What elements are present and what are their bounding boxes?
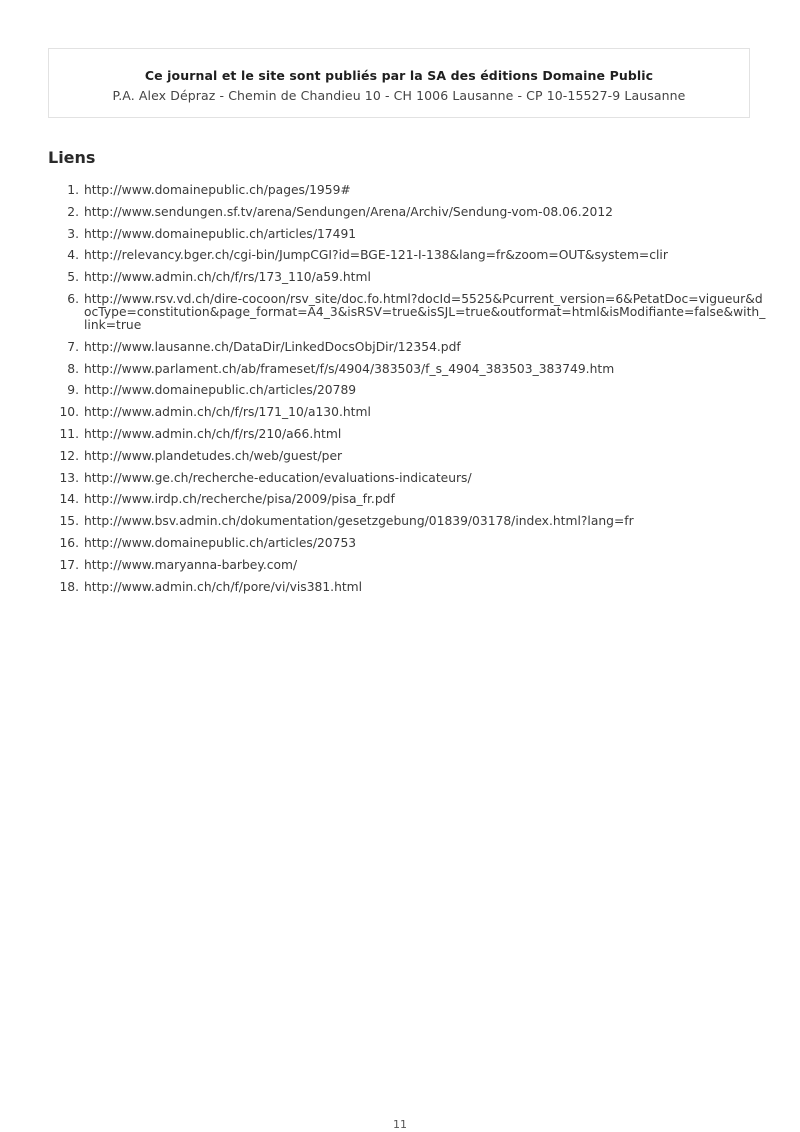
link-number: 7. xyxy=(67,339,79,354)
page-number: 11 xyxy=(393,1118,407,1131)
link-number: 18. xyxy=(59,579,79,594)
link-number: 5. xyxy=(67,270,79,285)
link-number: 3. xyxy=(67,226,79,241)
publisher-name: Ce journal et le site sont publiés par la SA des éditions Domaine Public xyxy=(144,68,654,83)
link-url[interactable]: http://www.rsv.vd.ch/dire-cocoon/rsv_site/doc.fo.html?docId=5525&Pcurrent_version=6&PetatDoc=vigueur&docType=constitution&page_format=A4_3&isRSV=true&isSJL=true&outformat=html&isModifiante=false&with_link=true xyxy=(84,291,766,332)
link-url[interactable]: http://www.plandetudes.ch/web/guest/per xyxy=(84,448,343,463)
link-number: 10. xyxy=(59,405,79,420)
link-item xyxy=(48,293,768,332)
link-item xyxy=(48,384,768,397)
link-url[interactable]: http://www.irdp.ch/recherche/pisa/2009/pisa_fr.pdf xyxy=(84,492,395,507)
link-url[interactable]: http://www.maryanna-barbey.com/ xyxy=(84,557,298,572)
link-url[interactable]: http://www.domainepublic.ch/articles/20789 xyxy=(84,383,357,398)
link-item xyxy=(48,406,768,419)
link-item xyxy=(48,559,768,572)
link-number: 6. xyxy=(67,291,79,306)
link-url[interactable]: http://www.parlament.ch/ab/frameset/f/s/4904/383503/f_s_4904_383503_383749.htm xyxy=(84,361,615,376)
link-item xyxy=(48,537,768,550)
link-number: 12. xyxy=(59,448,79,463)
link-url[interactable]: http://www.admin.ch/ch/f/rs/210/a66.html xyxy=(84,426,342,441)
link-item xyxy=(48,493,768,506)
link-url[interactable]: http://relevancy.bger.ch/cgi-bin/JumpCGI?id=BGE-121-I-138&lang=fr&zoom=OUT&system=clir xyxy=(84,248,668,263)
link-number: 2. xyxy=(67,204,79,219)
link-item xyxy=(48,271,768,284)
link-item xyxy=(48,341,768,354)
link-url[interactable]: http://www.sendungen.sf.tv/arena/Sendungen/Arena/Archiv/Sendung-vom-08.06.2012 xyxy=(84,204,613,219)
link-number: 14. xyxy=(59,492,79,507)
link-item xyxy=(48,249,768,262)
link-url[interactable]: http://www.admin.ch/ch/f/rs/171_10/a130.html xyxy=(84,405,371,420)
link-number: 17. xyxy=(59,557,79,572)
link-item xyxy=(48,228,768,241)
link-url[interactable]: http://www.domainepublic.ch/articles/20753 xyxy=(84,535,357,550)
link-url[interactable]: http://www.ge.ch/recherche-education/evaluations-indicateurs/ xyxy=(84,470,472,485)
link-item xyxy=(48,450,768,463)
link-number: 1. xyxy=(67,183,79,197)
publisher-box xyxy=(48,48,750,118)
link-item xyxy=(48,428,768,441)
link-url[interactable]: http://www.domainepublic.ch/pages/1959# xyxy=(84,183,351,197)
link-number: 11. xyxy=(59,426,79,441)
links-heading: Liens xyxy=(48,148,96,167)
link-url[interactable]: http://www.admin.ch/ch/f/pore/vi/vis381.html xyxy=(84,579,363,594)
link-item xyxy=(48,472,768,485)
link-item xyxy=(48,184,768,197)
link-number: 9. xyxy=(67,383,79,398)
link-url[interactable]: http://www.domainepublic.ch/articles/17491 xyxy=(84,226,357,241)
link-number: 8. xyxy=(67,361,79,376)
link-number: 16. xyxy=(59,535,79,550)
link-number: 13. xyxy=(59,470,79,485)
link-url[interactable]: http://www.lausanne.ch/DataDir/LinkedDocsObjDir/12354.pdf xyxy=(84,339,461,354)
link-item xyxy=(48,363,768,376)
links-list xyxy=(48,184,768,602)
link-url[interactable]: http://www.admin.ch/ch/f/rs/173_110/a59.html xyxy=(84,270,371,285)
link-item xyxy=(48,206,768,219)
link-item xyxy=(48,515,768,528)
link-number: 4. xyxy=(67,248,79,263)
publisher-address: P.A. Alex Dépraz - Chemin de Chandieu 10 - CH 1006 Lausanne - CP 10-15527-9 Lausanne xyxy=(112,88,686,103)
link-url[interactable]: http://www.bsv.admin.ch/dokumentation/gesetzgebung/01839/03178/index.html?lang=fr xyxy=(84,514,634,529)
link-item xyxy=(48,581,768,594)
link-number: 15. xyxy=(59,514,79,529)
